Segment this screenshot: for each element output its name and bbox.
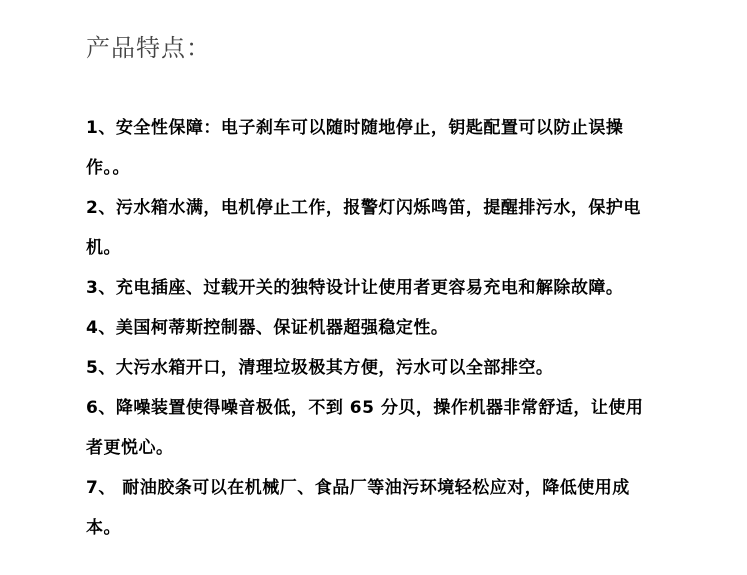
feature-item-2: 2、污水箱水满，电机停止工作，报警灯闪烁鸣笛，提醒排污水，保护电机。 — [86, 198, 641, 258]
feature-item-1: 1、安全性保障：电子刹车可以随时随地停止，钥匙配置可以防止误操作。。 — [86, 118, 624, 178]
document-body — [86, 30, 656, 548]
page-title: 产品特点： — [86, 34, 211, 62]
feature-item-4: 4、美国柯蒂斯控制器、保证机器超强稳定性。 — [86, 318, 449, 338]
feature-list — [86, 108, 656, 548]
feature-item-7: 7、 耐油胶条可以在机械厂、食品厂等油污环境轻松应对，降低使用成本。 — [86, 478, 630, 538]
feature-item-6: 6、降噪装置使得噪音极低，不到 65 分贝，操作机器非常舒适，让使用者更悦心。 — [86, 398, 644, 458]
feature-item-3: 3、充电插座、过载开关的独特设计让使用者更容易充电和解除故障。 — [86, 278, 624, 298]
feature-item-5: 5、大污水箱开口，清理垃圾极其方便，污水可以全部排空。 — [86, 358, 554, 378]
